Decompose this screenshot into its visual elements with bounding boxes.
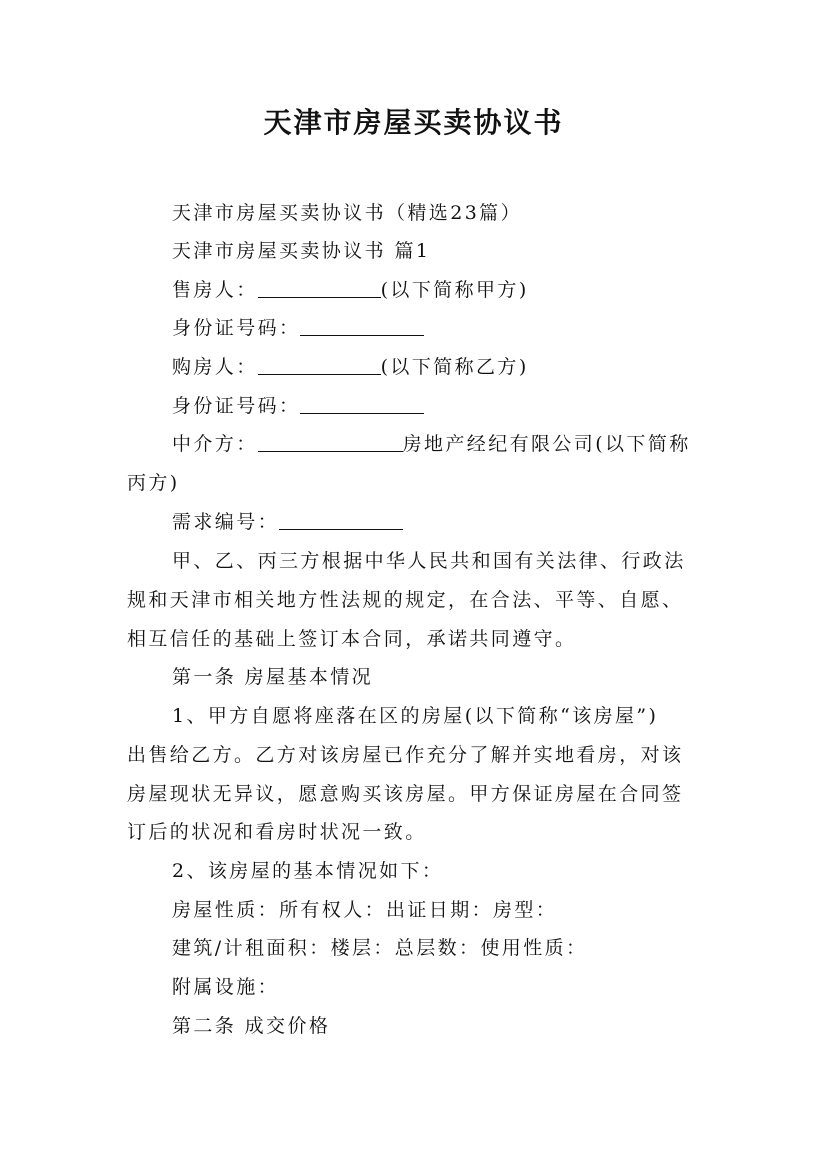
buyer-id-blank[interactable] (300, 393, 424, 414)
buyer-blank[interactable] (258, 354, 381, 375)
agent-company-note: 房地产经纪有限公司(以下简称 (402, 433, 691, 455)
article-heading: 第二条 成交价格 (172, 1015, 331, 1037)
document-title: 天津市房屋买卖协议书 (263, 106, 564, 139)
paragraph-line: 房屋现状无异议，愿意购买该房屋。甲方保证房屋在合同签 (127, 783, 684, 805)
seller-id-blank[interactable] (300, 315, 424, 336)
section-heading-line: 天津市房屋买卖协议书 篇1 (172, 240, 431, 262)
paragraph-line: 相互信任的基础上签订本合同，承诺共同遵守。 (127, 628, 577, 650)
buyer-line (172, 352, 529, 382)
request-number-label: 需求编号： (172, 511, 280, 533)
paragraph-line: 1、甲方自愿将座落在区的房屋(以下简称“该房屋”) (172, 705, 659, 727)
paragraph-line: 出售给乙方。乙方对该房屋已作充分了解并实地看房，对该 (127, 744, 684, 766)
seller-line (172, 275, 529, 305)
list-item: 2、该房屋的基本情况如下： (172, 860, 444, 882)
paragraph-line: 规和天津市相关地方性法规的规定，在合法、平等、自愿、 (127, 589, 684, 611)
property-details-line: 房屋性质：所有权人：出证日期：房型： (172, 899, 558, 921)
property-details-line: 附属设施： (172, 976, 280, 998)
seller-id-label: 身份证号码： (172, 317, 301, 339)
buyer-label: 购房人： (172, 356, 258, 378)
seller-id-line (172, 313, 424, 343)
request-number-blank[interactable] (279, 509, 403, 530)
property-details-line: 建筑/计租面积：楼层：总层数：使用性质： (172, 937, 588, 959)
paragraph-line: 订后的状况和看房时状况一致。 (127, 821, 427, 843)
buyer-id-line (172, 391, 424, 421)
request-number-line (172, 507, 403, 537)
buyer-note: (以下简称乙方) (380, 356, 529, 378)
agent-label: 中介方： (172, 433, 258, 455)
agent-line-continuation: 丙方) (127, 472, 180, 494)
paragraph-line: 甲、乙、丙三方根据中华人民共和国有关法律、行政法 (172, 550, 686, 572)
seller-note: (以下简称甲方) (380, 279, 529, 301)
agent-blank[interactable] (258, 431, 403, 452)
agent-line (172, 429, 691, 459)
seller-label: 售房人： (172, 279, 258, 301)
article-heading: 第一条 房屋基本情况 (172, 666, 374, 688)
seller-blank[interactable] (258, 277, 381, 298)
buyer-id-label: 身份证号码： (172, 395, 301, 417)
document-subtitle-line: 天津市房屋买卖协议书（精选23篇） (172, 202, 522, 224)
